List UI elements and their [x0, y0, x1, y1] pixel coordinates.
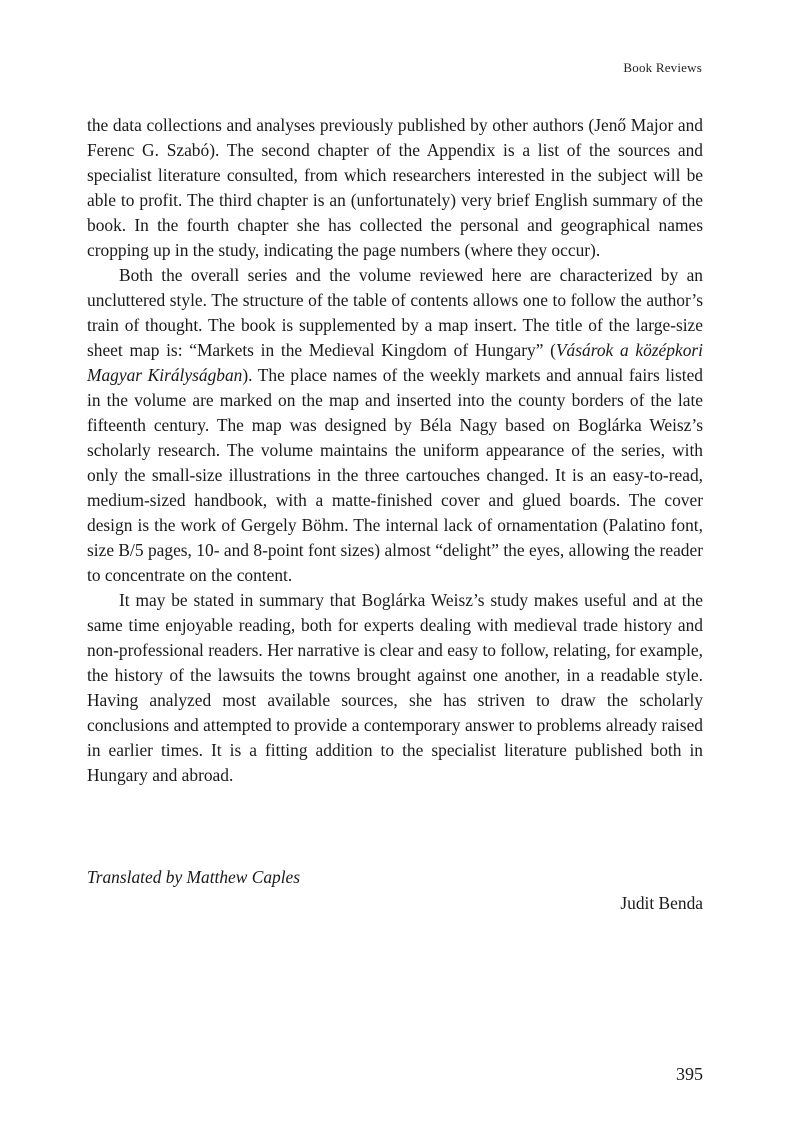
review-author: Judit Benda	[620, 893, 703, 913]
translator-credit: Translated by Matthew Caples	[87, 867, 301, 887]
map-title-hungarian: Vásárok a középkori Magyar Királyságban	[87, 340, 703, 385]
review-body	[87, 113, 703, 788]
paragraph-2-text-end: ). The place names of the weekly markets and annual fairs listed in the volume are marked on the map and inserted into the county borders of the late fifteenth century. The map was designed by Béla Nagy based on Boglárka Weisz’s scholarly research. The volume maintains the uniform appearance of the series, with only the small-size illustrations in the three cartouches changed. It is an easy-to-read, medium-sized handbook, with a matte-finished cover and glued boards. The cover design is the work of Gergely Böhm. The internal lack of ornamentation (Palatino font, size B/5 pages, 10- and 8-point font sizes) almost “delight” the eyes, allowing the reader to concentrate on the content.	[87, 365, 703, 585]
paragraph-3: It may be stated in summary that Boglárka Weisz’s study makes useful and at the same time enjoyable reading, both for experts dealing with medieval trade history and non-professional readers. Her narrative is clear and easy to follow, relating, for example, the history of the lawsuits the towns brought against one another, in a readable style. Having analyzed most available sources, she has striven to draw the scholarly conclusions and attempted to provide a contemporary answer to problems already raised in earlier times. It is a fitting addition to the specialist literature published both in Hungary and abroad.	[87, 590, 703, 785]
paragraph-2-text-start: Both the overall series and the volume reviewed here are characterized by an uncluttered style. The structure of the table of contents allows one to follow the author’s train of thought. The book is supplemented by a map insert. The title of the large-size sheet map is: “Markets in the Medieval Kingdom of Hungary” (	[87, 265, 703, 360]
paragraph-2	[87, 263, 703, 588]
running-head: Book Reviews	[623, 60, 702, 75]
page-number: 395	[676, 1064, 703, 1084]
paragraph-1: the data collections and analyses previously published by other authors (Jenő Major and Ferenc G. Szabó). The second chapter of the Appendix is a list of the sources and specialist literature consulted, from which researchers interested in the subject will be able to profit. The third chapter is an (unfortunately) very brief English summary of the book. In the fourth chapter she has collected the personal and geographical names cropping up in the study, indicating the page numbers (where they occur).	[87, 115, 703, 260]
